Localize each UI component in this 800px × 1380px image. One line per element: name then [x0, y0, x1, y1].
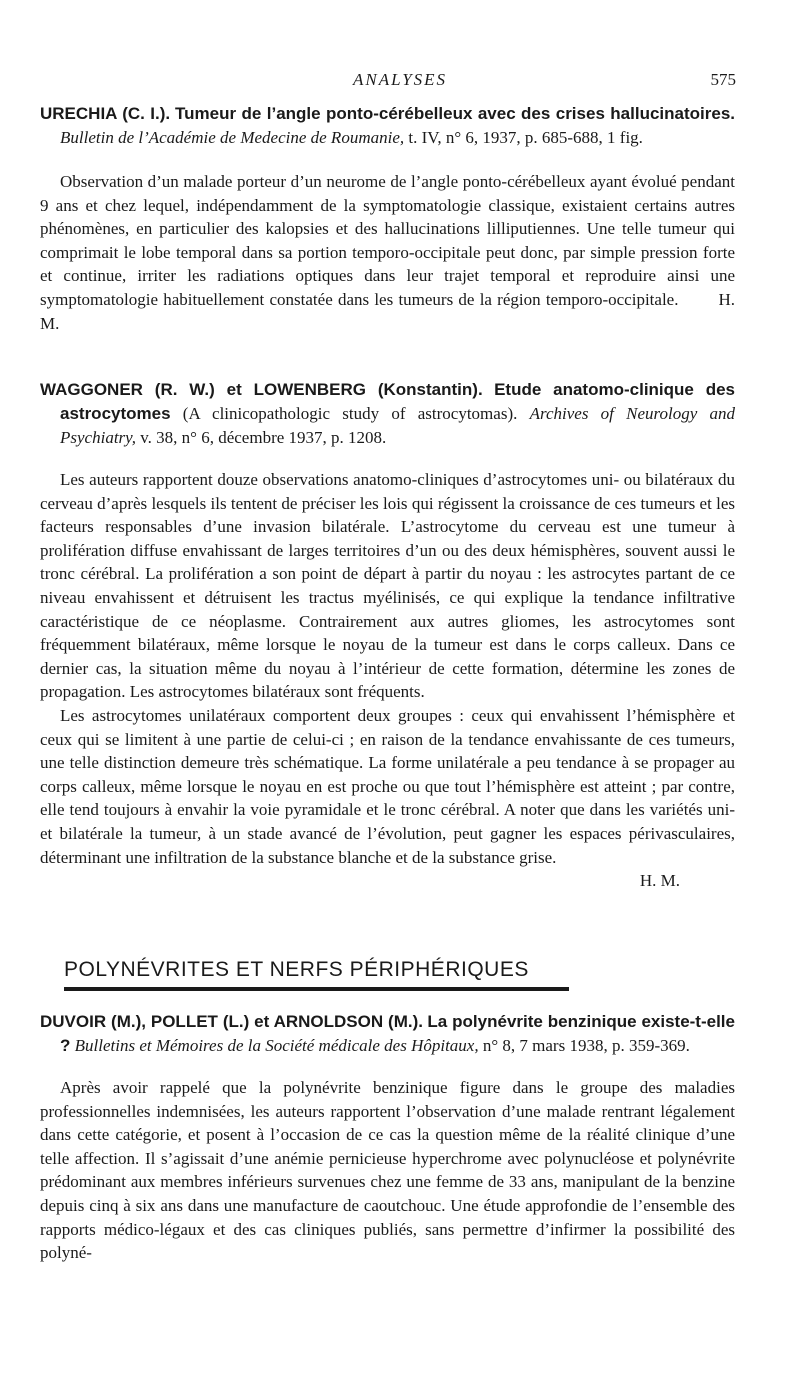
citation-header [40, 1010, 735, 1058]
entry-authors: DUVOIR (M.), POLLET (L.) et ARNOLDSON (M.). [40, 1012, 423, 1031]
entry-title: La polynévrite benzinique existe-t-elle ? [60, 1012, 735, 1055]
entry-journal: Bulletins et Mémoires de la Société médicale des Hôpitaux, [74, 1036, 479, 1055]
section-heading: POLYNÉVRITES ET NERFS PÉRIPHÉRIQUES [64, 955, 569, 991]
entry-paragraph: Les auteurs rapportent douze observations anatomo-cliniques d’astrocytomes uni- ou bilatéraux du cerveau d’après lesquels ils tentent de préciser les lois qui régissent la croissance de ces tumeurs et les facteurs responsables d’une invasion bilatérale. L’astrocytome du cerveau est une tumeur à prolifération diffuse envahissant de larges territoires d’un ou des deux hémisphères, souvent aussi le tronc cérébral. La prolifération a son point de départ à partir du noyau : les astrocytes partant de ce niveau envahissent et détruisent les tractus myélinisés, ce qui explique la tendance infiltrative caractéristique de ce néoplasme. Contrairement aux autres gliomes, les astrocytomes sont fréquemment bilatéraux, même lorsque le noyau de la tumeur est dans le corps calleux. Dans ce dernier cas, la situation même du noyau à l’intérieur de cette formation, détermine les zones de propagation. Les astrocytomes bilatéraux sont fréquents. [40, 470, 735, 702]
running-head [0, 70, 800, 94]
abstract-entry-duvoir [40, 1010, 735, 1265]
entry-citation: n° 8, 7 mars 1938, p. 359-369. [482, 1036, 690, 1055]
entry-authors: WAGGONER (R. W.) et LOWENBERG (Konstantin). [40, 380, 483, 399]
entry-paragraph: Les astrocytomes unilatéraux comportent deux groupes : ceux qui envahissent l’hémisphère et ceux qui se limitent à une partie de celui-ci ; en raison de la tendance envahissante de ces tumeurs, une telle distinction demeure très schématique. La forme unilatérale a peu tendance à se propager au corps calleux, même lorsque le noyau en est proche ou que tout l’hémisphère est atteint ; par contre, elle tend toujours à envahir la voie pyramidale et le tronc cérébral. A noter que dans les variétés uni- et bilatérale la tumeur, à un stade avancé de l’évolution, peut gagner les espaces périvasculaires, déterminant une infiltration de la substance blanche et de la substance grise. [40, 705, 735, 867]
entry-paragraph: Après avoir rappelé que la polynévrite benzinique figure dans le groupe des maladies professionnelles indemnisées, les auteurs rapportent l’observation d’une malade rentrant légalement dans cette catégorie, et posent à l’occasion de ce cas la question même de la réalité clinique d’une telle affection. Il s’agissait d’une anémie pernicieuse hyperchrome avec polynucléose et polynévrite prédominant aux membres inférieurs survenues chez une femme de 33 ans, manipulant de la benzine depuis cinq à six ans dans une manufacture de caoutchouc. Une étude approfondie de l’ensemble des rapports médico-légaux et des cas cliniques publiés, sans permettre d’infirmer la possibilité des polyné- [40, 1078, 735, 1263]
entry-authors: URECHIA (C. I.). [40, 104, 171, 123]
entry-citation: t. IV, n° 6, 1937, p. 685-688, 1 fig. [408, 128, 643, 147]
citation-header [40, 378, 735, 450]
entry-subtitle: (A clinicopathologic study of astrocytomas). [182, 404, 518, 423]
entry-body [40, 468, 735, 893]
citation-header [40, 102, 735, 150]
page-number: 575 [710, 70, 736, 89]
entry-signature: H. M. [40, 289, 735, 333]
entry-body [40, 1076, 735, 1265]
entry-journal: Bulletin de l’Académie de Medecine de Roumanie, [60, 128, 405, 147]
abstract-entry-waggoner [40, 378, 735, 893]
entry-citation: v. 38, n° 6, décembre 1937, p. 1208. [140, 428, 387, 447]
running-title: ANALYSES [352, 70, 448, 89]
entry-journal: Archives of Neurology and Psychiatry, [60, 404, 735, 447]
abstract-entry-urechia [40, 102, 735, 335]
entry-paragraph: Observation d’un malade porteur d’un neurome de l’angle ponto-cérébelleux ayant évolué pendant 9 ans et chez lequel, indépendamment de la symptomatologie classique, existaient certains autres phénomènes, en particulier des kalopsies et des hallucinations lilliputiennes. Une telle tumeur qui comprimait le lobe temporal dans sa portion temporo-occipitale peut donc, par simple pression forte et continue, irriter les radiations optiques dans leur trajet temporal et reproduire ainsi une symptomatologie habituellement constatée dans les tumeurs de la région temporo-occipitale. H. M. [40, 172, 735, 333]
entry-title: Etude anatomo-clinique des astrocytomes [60, 380, 736, 423]
entry-body [40, 170, 735, 335]
entry-title: Tumeur de l’angle ponto-cérébelleux avec des crises hallucinatoires. [175, 104, 735, 123]
entry-signature: H. M. [639, 871, 680, 891]
